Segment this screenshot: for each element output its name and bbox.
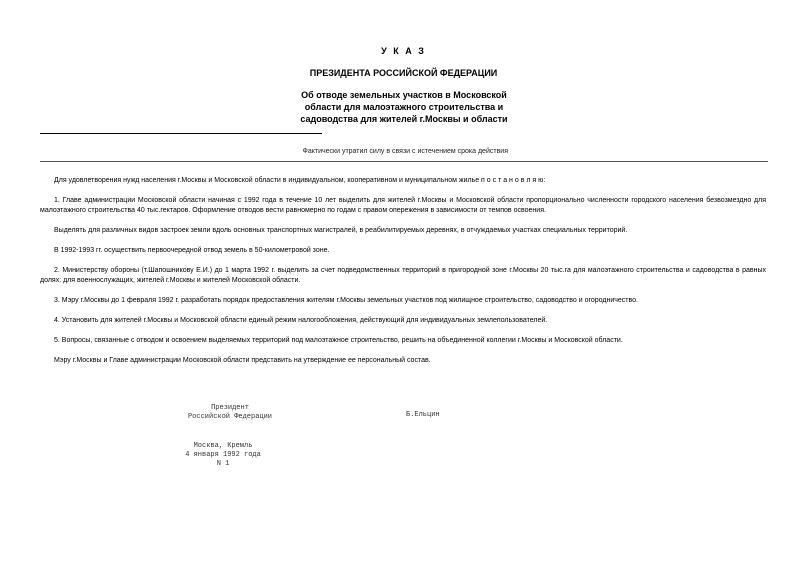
subject-line: области для малоэтажного строительства и xyxy=(304,102,504,112)
signing-date: 4 января 1992 года xyxy=(185,451,261,459)
signing-place: Москва, Кремль xyxy=(193,442,253,450)
clause-paragraph: Выделять для различных видов застроек земли вдоль основных транспортных магистралей, в реабилитируемых деревнях, в отчуждаемых участках специальных территорий. xyxy=(54,227,628,234)
clause-paragraph: 4. Установить для жителей г.Москвы и Московской области единый режим налогообложения, действующий для индивидуальных землепользователей. xyxy=(54,317,548,324)
clause-paragraph: 1. Главе администрации Московской области начиная с 1992 года в течение 10 лет выделить для жителей г.Москвы и Московской области пропорционально численности городского населения безвозмездно для малоэтажного строительства 40 тыс.гектаров. Оформление отводов вести равномерно по годам с правом опережения в зависимости от темпов освоения. xyxy=(40,197,766,214)
signatory-position-line: Российской Федерации xyxy=(187,413,272,421)
clause-paragraph: 5. Вопросы, связанные с отводом и освоением выделяемых территорий под малоэтажное строительство, решить на объединенной коллегии г.Москвы и Московской области. xyxy=(54,337,623,344)
subject-line: садоводства для жителей г.Москвы и области xyxy=(300,114,508,124)
body-divider xyxy=(40,161,768,162)
subject-line: Об отводе земельных участков в Московской xyxy=(301,90,507,100)
status-note xyxy=(108,148,508,155)
status-note-text: Фактически утратил силу в связи с истечением срока действия xyxy=(302,148,508,155)
signatory-position-line: Президент xyxy=(211,404,249,412)
signatory-position xyxy=(160,404,300,422)
document-subject xyxy=(254,89,554,125)
clause-paragraph: 3. Мэру г.Москвы до 1 февраля 1992 г. разработать порядок предоставления жителям г.Москвы земельных участков под жилищное строительство, садоводство и огородничество. xyxy=(54,297,638,304)
clause-paragraph: 2. Министерству обороны (т.Шапошникову Е.И.) до 1 марта 1992 г. выделить за счет подведомственных территорий в пригородной зоне г.Москвы 20 тыс.га для малоэтажного строительства и садоводства в равных долях: для военнослужащих, жителей г.Москвы и жителей Московской области. xyxy=(40,267,766,284)
title-divider xyxy=(40,133,322,134)
decree-number: N 1 xyxy=(216,460,230,468)
issuer-title: ПРЕЗИДЕНТА РОССИЙСКОЙ ФЕДЕРАЦИИ xyxy=(309,68,498,78)
signatory-name: Б.Ельцин xyxy=(406,411,440,419)
document-body xyxy=(40,176,766,376)
clause-paragraph: Мэру г.Москвы и Главе администрации Московской области представить на утверждение ее персональный состав. xyxy=(54,357,431,364)
document-type-title: У К А З xyxy=(381,46,426,56)
place-date-block xyxy=(158,442,288,469)
clause-paragraph: В 1992-1993 гг. осуществить первоочередной отвод земель в 50-километровой зоне. xyxy=(54,247,330,254)
preamble-paragraph: Для удовлетворения нужд населения г.Москвы и Московской области в индивидуальном, кооперативном и муниципальном жилье п о с т а н о в л я ю: xyxy=(54,177,546,184)
